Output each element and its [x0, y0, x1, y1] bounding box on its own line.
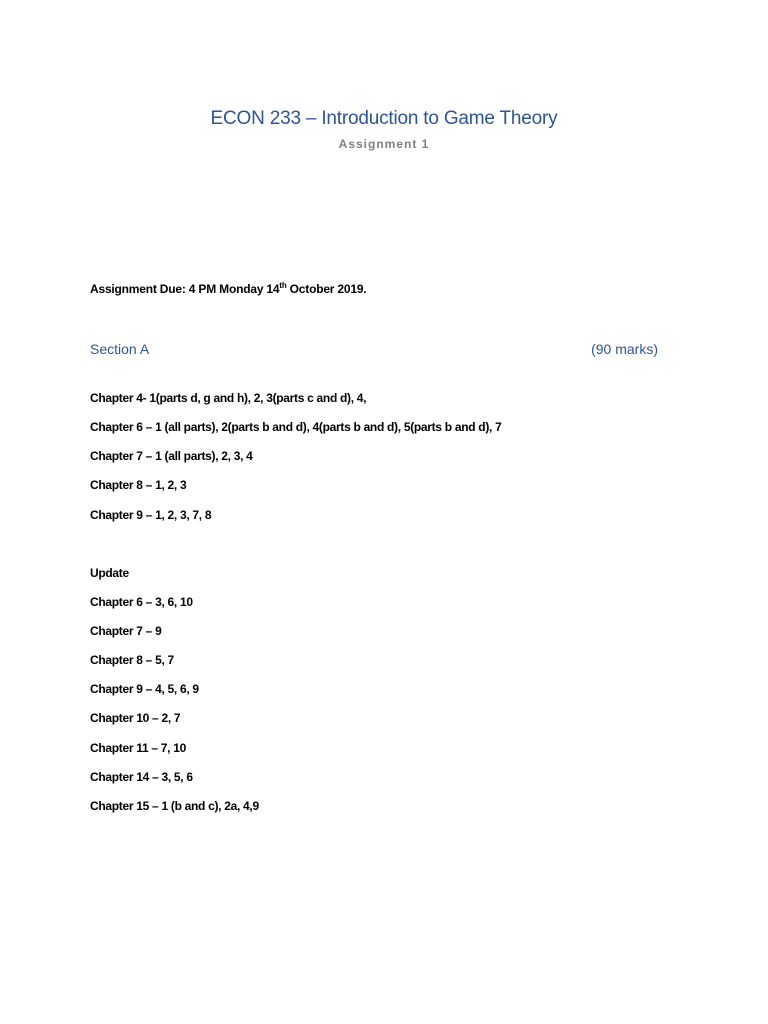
document-title: ECON 233 – Introduction to Game Theory [210, 108, 558, 129]
section-a-marks: (90 marks) [591, 341, 658, 357]
update-heading: Update [90, 566, 129, 580]
update-line: Chapter 7 – 9 [90, 624, 162, 638]
update-line: Chapter 15 – 1 (b and c), 2a, 4,9 [90, 799, 259, 813]
due-date-prefix: Assignment Due: 4 PM Monday 14 [90, 282, 280, 296]
section-a-line: Chapter 8 – 1, 2, 3 [90, 478, 187, 492]
section-a-line: Chapter 9 – 1, 2, 3, 7, 8 [90, 508, 212, 522]
section-a-title: Section A [90, 341, 150, 357]
document-subtitle: Assignment 1 [338, 137, 430, 151]
due-date [90, 282, 366, 296]
section-a-line: Chapter 7 – 1 (all parts), 2, 3, 4 [90, 449, 253, 463]
section-a-line: Chapter 6 – 1 (all parts), 2(parts b and d), 4(parts b and d), 5(parts b and d), 7 [90, 420, 502, 434]
section-a-heading [90, 341, 658, 357]
update-line: Chapter 14 – 3, 5, 6 [90, 770, 193, 784]
update-line: Chapter 11 – 7, 10 [90, 741, 186, 755]
update-line: Chapter 10 – 2, 7 [90, 711, 181, 725]
update-line: Chapter 6 – 3, 6, 10 [90, 595, 193, 609]
due-date-rest: October 2019. [286, 282, 367, 296]
update-line: Chapter 8 – 5, 7 [90, 653, 174, 667]
update-line: Chapter 9 – 4, 5, 6, 9 [90, 682, 199, 696]
section-a-line: Chapter 4- 1(parts d, g and h), 2, 3(parts c and d), 4, [90, 391, 367, 405]
due-date-ordinal: th [279, 281, 287, 290]
